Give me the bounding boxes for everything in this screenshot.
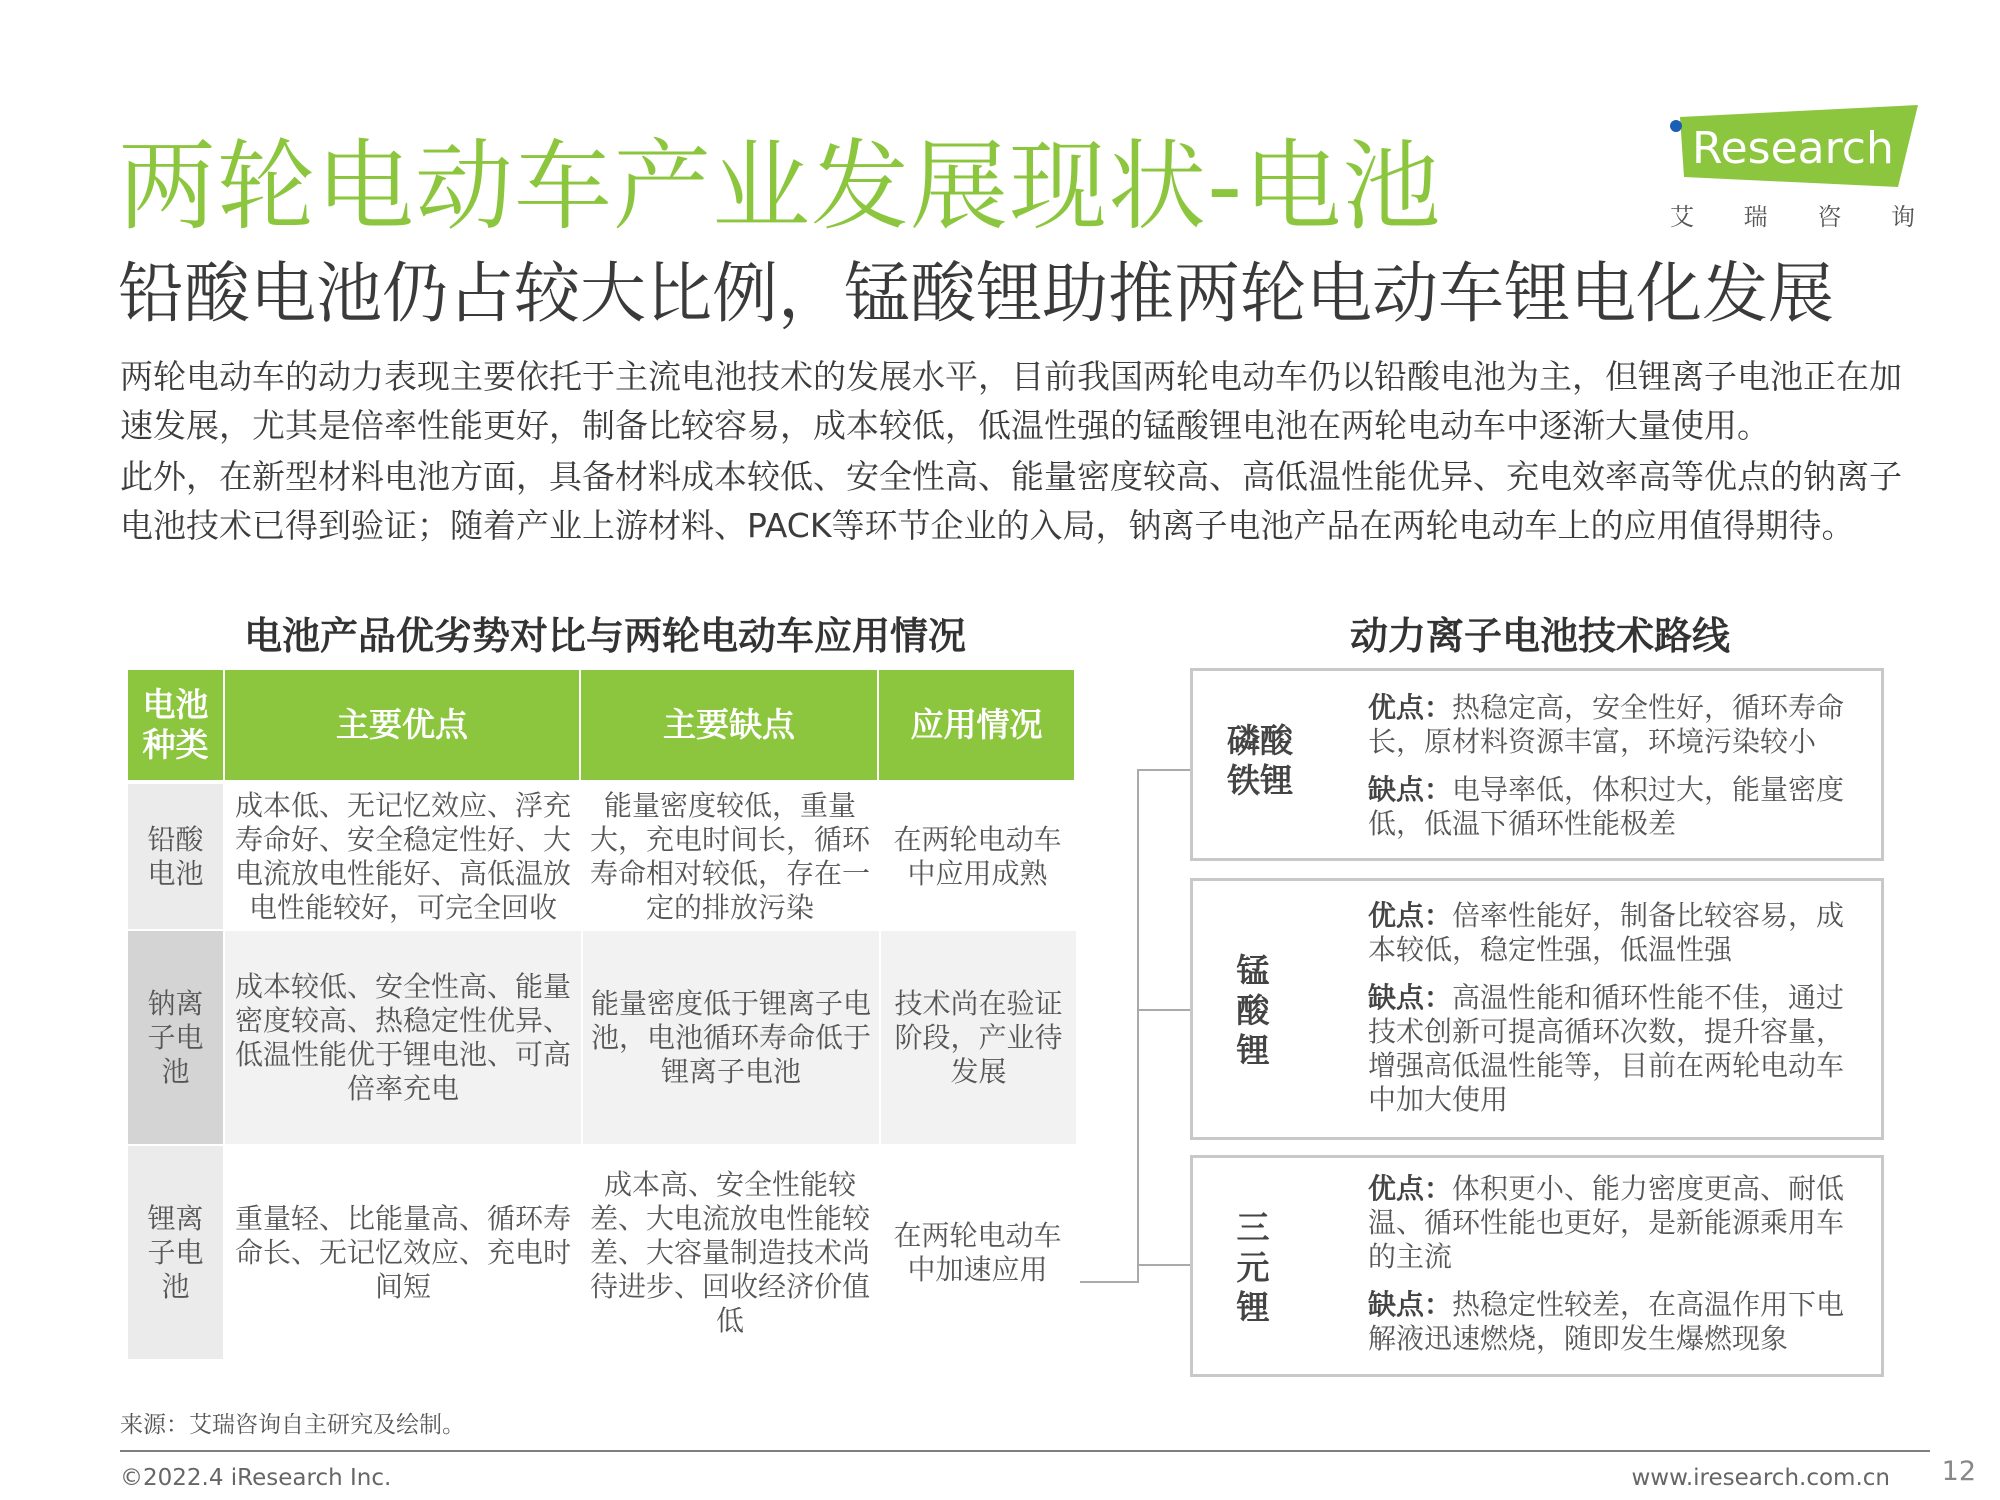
route-type-label: 磷酸铁锂 xyxy=(1227,721,1293,800)
route-description xyxy=(1368,899,1868,1131)
table-row xyxy=(128,1146,1076,1359)
pro-label: 优点： xyxy=(1368,1172,1453,1205)
route-type-label: 锰酸锂 xyxy=(1236,951,1270,1070)
con-text: 热稳定性较差，在高温作用下电解液迅速燃烧，随即发生爆燃现象 xyxy=(1368,1288,1845,1355)
logo-chinese-name xyxy=(1670,197,1915,232)
cell-battery-type: 锂离子电池 xyxy=(128,1146,225,1359)
con-text: 高温性能和循环性能不佳，通过技术创新可提高循环次数，提升容量，增强高低温性能等，目前在两轮电动车中加大使用 xyxy=(1368,981,1845,1116)
table-row xyxy=(128,931,1076,1144)
intro-paragraph-2: 此外，在新型材料电池方面，具备材料成本较低、安全性高、能量密度较高、高低温性能优异、充电效率高等优点的钠离子电池技术已得到验证；随着产业上游材料、PACK等环节企业的入局，钠离子电池产品在两轮电动车上的应用值得期待。 xyxy=(120,457,1902,545)
logo-cn-char: 询 xyxy=(1890,203,1915,231)
logo-cn-char: 艾 xyxy=(1670,203,1694,231)
cell-battery-type: 铅酸电池 xyxy=(128,784,225,929)
table-row xyxy=(128,784,1076,929)
pro-label: 优点： xyxy=(1368,691,1453,724)
cell-disadvantages: 能量密度较低，重量大，充电时间长，循环寿命相对较低，存在一定的排放污染 xyxy=(581,784,879,929)
cell-application: 技术尚在验证阶段，产业待发展 xyxy=(879,931,1076,1144)
cell-battery-type: 钠离子电池 xyxy=(128,931,225,1144)
pro-text: 体积更小、能力密度更高、耐低温、循环性能也更好，是新能源乘用车的主流 xyxy=(1368,1172,1845,1273)
cell-advantages: 成本低、无记忆效应、浮充寿命好、安全稳定性好、大电流放电性能好、高低温放电性能较好，可完全回收 xyxy=(225,784,581,929)
route-type-label: 三元锂 xyxy=(1236,1208,1270,1327)
con-text: 电导率低，体积过大，能量密度低，低温下循环性能极差 xyxy=(1368,773,1845,840)
copyright: ©2022.4 iResearch Inc. xyxy=(120,1465,392,1491)
route-title: 动力离子电池技术路线 xyxy=(1349,614,1730,658)
cell-advantages: 重量轻、比能量高、循环寿命长、无记忆效应、充电时间短 xyxy=(225,1146,581,1359)
connector-bracket xyxy=(1080,760,1195,1300)
cell-disadvantages: 能量密度低于锂离子电池，电池循环寿命低于锂离子电池 xyxy=(581,931,879,1144)
con-label: 缺点： xyxy=(1368,1288,1453,1321)
page-number: 12 xyxy=(1941,1456,1976,1487)
logo-text: Research xyxy=(1692,123,1894,174)
pro-text: 倍率性能好，制备比较容易，成本较低，稳定性强，低温性强 xyxy=(1368,899,1845,966)
route-box-lmo xyxy=(1190,878,1884,1140)
logo-dot-icon xyxy=(1670,120,1682,132)
footer-divider xyxy=(120,1450,1930,1452)
route-description xyxy=(1368,1172,1868,1370)
con-label: 缺点： xyxy=(1368,773,1453,806)
cell-application: 在两轮电动车中加速应用 xyxy=(879,1146,1076,1359)
table-header-row xyxy=(128,670,1076,780)
cell-advantages: 成本较低、安全性高、能量密度较高、热稳定性优异、低温性能优于锂电池、可高倍率充电 xyxy=(225,931,581,1144)
header-advantages: 主要优点 xyxy=(225,670,581,780)
source-note: 来源：艾瑞咨询自主研究及绘制。 xyxy=(120,1412,465,1438)
route-box-ncm xyxy=(1190,1155,1884,1377)
cell-disadvantages: 成本高、安全性能较差、大电流放电性能较差、大容量制造技术尚待进步、回收经济价值低 xyxy=(581,1146,879,1359)
pro-label: 优点： xyxy=(1368,899,1453,932)
header-battery-type: 电池种类 xyxy=(128,670,225,780)
cell-application: 在两轮电动车中应用成熟 xyxy=(879,784,1076,929)
intro-paragraph-1: 两轮电动车的动力表现主要依托于主流电池技术的发展水平，目前我国两轮电动车仍以铅酸电池为主，但锂离子电池正在加速发展，尤其是倍率性能更好，制备比较容易，成本较低，低温性强的锰酸锂电池在两轮电动车中逐渐大量使用。 xyxy=(120,357,1902,445)
header-application: 应用情况 xyxy=(879,670,1076,780)
iresearch-logo xyxy=(1660,105,1920,231)
logo-cn-char: 瑞 xyxy=(1743,203,1768,231)
page-subtitle: 铅酸电池仍占较大比例，锰酸锂助推两轮电动车锂电化发展 xyxy=(118,255,1834,332)
route-box-lfp xyxy=(1190,668,1884,861)
logo-cn-char: 咨 xyxy=(1817,203,1842,231)
table-title: 电池产品优劣势对比与两轮电动车应用情况 xyxy=(243,614,966,658)
route-description xyxy=(1368,691,1868,855)
page-title: 两轮电动车产业发展现状-电池 xyxy=(118,130,1442,244)
pro-text: 热稳定高，安全性好，循环寿命长，原材料资源丰富，环境污染较小 xyxy=(1368,691,1845,758)
website-link[interactable]: www.iresearch.com.cn xyxy=(1631,1465,1890,1491)
header-disadvantages: 主要缺点 xyxy=(581,670,879,780)
con-label: 缺点： xyxy=(1368,981,1453,1014)
